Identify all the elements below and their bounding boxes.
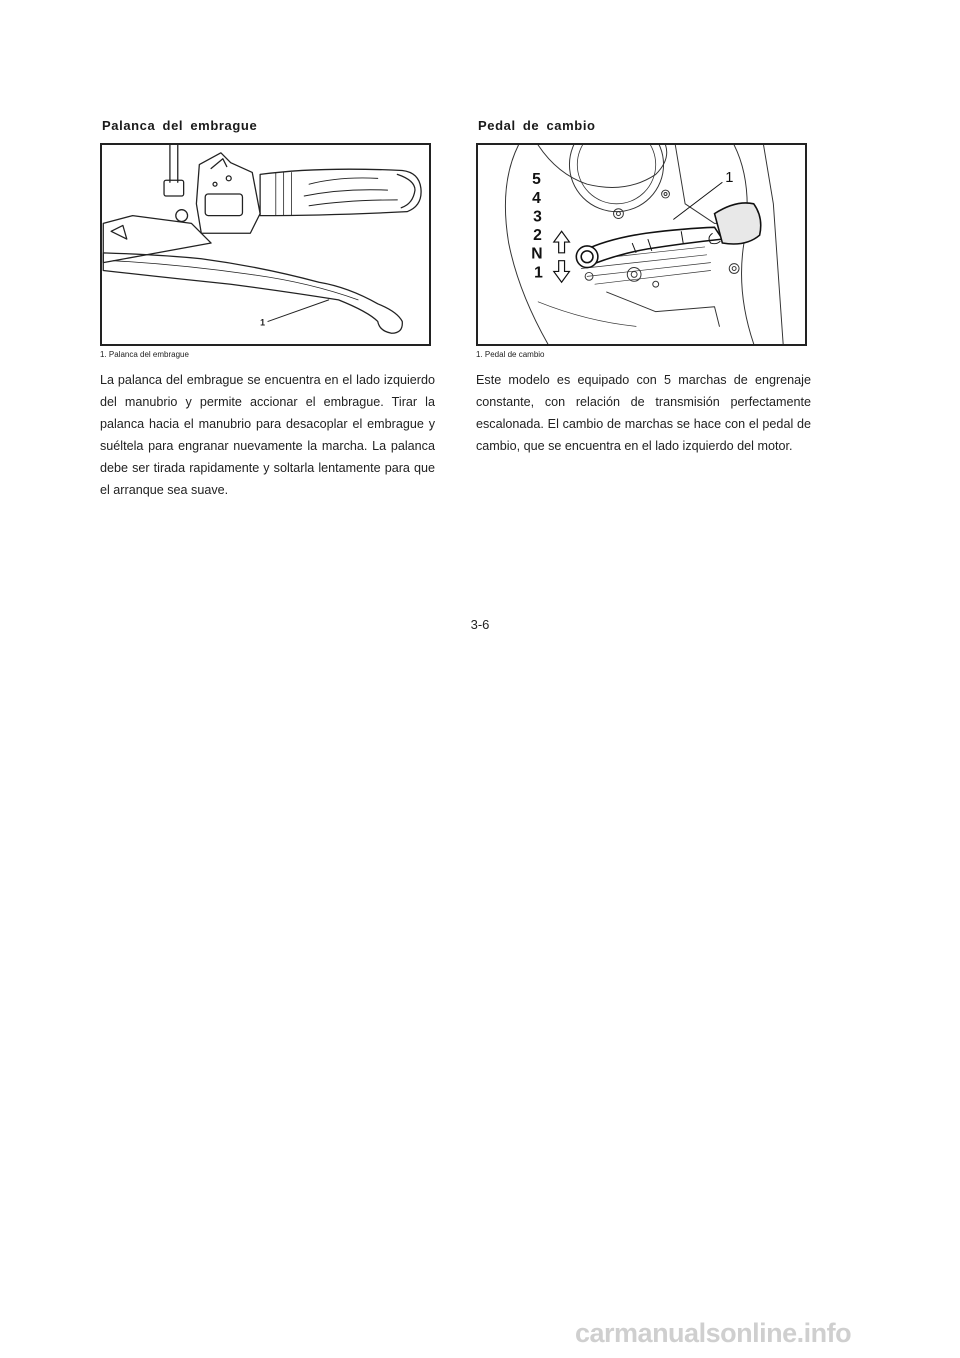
clutch-lever-section: [100, 118, 435, 501]
gear-1-label: 1: [534, 264, 543, 282]
shift-pedal-callout: 1: [725, 170, 734, 187]
clutch-lever-figure: [100, 143, 431, 346]
clutch-lever-title: Palanca del embrague: [102, 118, 258, 133]
gear-n-label: N: [531, 245, 543, 263]
shift-pedal-section: [476, 118, 811, 457]
shift-pedal-body: Este modelo es equipado con 5 marchas de engrenaje constante, con relación de transmisión perfectamente escalonada. El cambio de marchas se hace con el pedal de cambio, que se encuentra en el lado izquierdo del motor.: [476, 373, 811, 453]
gear-2-label: 2: [533, 227, 542, 245]
shift-pedal-illustration: [478, 145, 805, 344]
clutch-lever-body: La palanca del embrague se encuentra en el lado izquierdo del manubrio y permite accionar el embrague. Tirar la palanca hacia el manubrio para desacoplar el embrague y suéltela para engranar nuevamente la marcha. La palanca debe ser tirada rapidamente y soltarla lentamente para que el arranque sea suave.: [100, 373, 435, 497]
clutch-lever-callout: 1: [260, 317, 266, 328]
gear-5-label: 5: [532, 171, 541, 189]
clutch-lever-caption: 1. Palanca del embrague: [100, 350, 189, 359]
gear-3-label: 3: [533, 208, 542, 226]
shift-pedal-figure: [476, 143, 807, 346]
site-watermark: carmanualsonline.info: [575, 1318, 852, 1348]
shift-pedal-title: Pedal de cambio: [478, 118, 596, 133]
page-number: 3-6: [470, 617, 490, 632]
clutch-lever-illustration: [102, 145, 429, 344]
gear-4-label: 4: [532, 189, 541, 207]
shift-pedal-caption: 1. Pedal de cambio: [476, 350, 545, 359]
